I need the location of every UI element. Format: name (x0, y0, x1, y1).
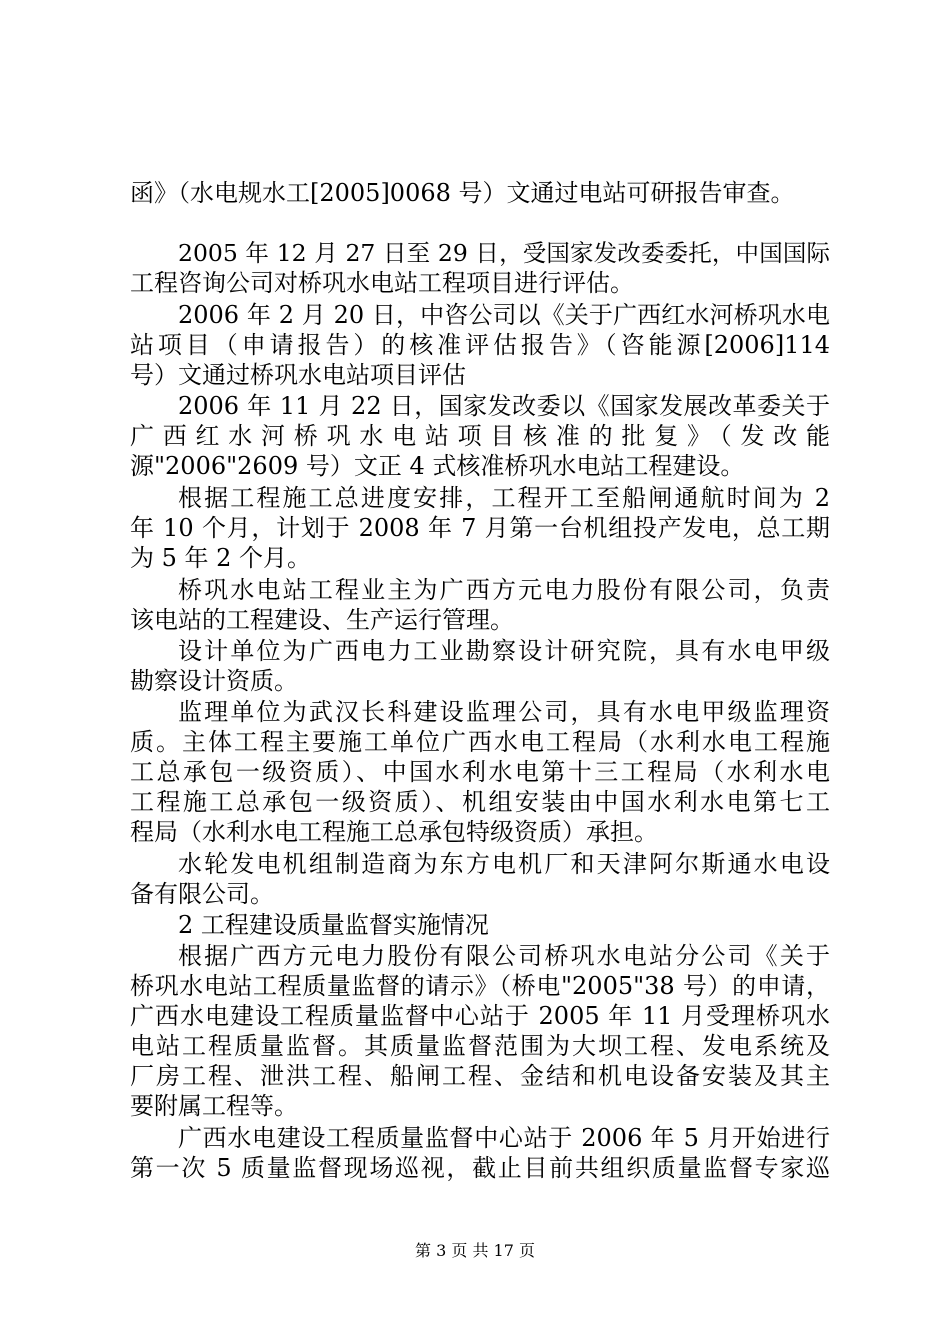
body-line: 源"2006"2609 号）文正 4 式核准桥巩水电站工程建设。 (130, 452, 745, 480)
body-line: 设计单位为广西电力工业勘察设计研究院，具有水电甲级 (178, 637, 830, 665)
body-line: 电站工程质量监督。其质量监督范围为大坝工程、发电系统及 (130, 1032, 830, 1060)
body-line: 广西红水河桥巩水电站项目核准的批复》（发改能 (130, 422, 830, 450)
body-line: 第一次 5 质量监督现场巡视，截止目前共组织质量监督专家巡 (130, 1154, 830, 1182)
section-heading: 2 工程建设质量监督实施情况 (178, 911, 489, 939)
body-line: 勘察设计资质。 (130, 667, 298, 695)
body-line: 根据工程施工总进度安排，工程开工至船闸通航时间为 2 (178, 484, 830, 512)
body-line: 工总承包一级资质）、中国水利水电第十三工程局（水利水电 (130, 758, 830, 786)
body-line: 年 10 个月，计划于 2008 年 7 月第一台机组投产发电，总工期 (130, 514, 830, 542)
body-line: 工程咨询公司对桥巩水电站工程项目进行评估。 (130, 269, 634, 297)
body-line: 水轮发电机组制造商为东方电机厂和天津阿尔斯通水电设 (178, 850, 830, 878)
body-line: 程局（水利水电工程施工总承包特级资质）承担。 (130, 818, 658, 846)
body-line: 监理单位为武汉长科建设监理公司，具有水电甲级监理资 (178, 698, 830, 726)
body-line: 广西水电建设工程质量监督中心站于 2005 年 11 月受理桥巩水 (130, 1002, 830, 1030)
body-line: 2006 年 2 月 20 日，中咨公司以《关于广西红水河桥巩水电 (178, 301, 830, 329)
body-line: 质。主体工程主要施工单位广西水电工程局（水利水电工程施 (130, 728, 830, 756)
body-line: 2006 年 11 月 22 日，国家发改委以《国家发展改革委关于 (178, 392, 830, 420)
body-line: 号）文通过桥巩水电站项目评估 (130, 361, 466, 389)
body-line: 2005 年 12 月 27 日至 29 日，受国家发改委委托，中国国际 (178, 239, 830, 267)
body-line: 广西水电建设工程质量监督中心站于 2006 年 5 月开始进行 (178, 1124, 830, 1152)
body-line: 桥巩水电站工程质量监督的请示》（桥电"2005"38 号）的申请， (130, 972, 830, 1000)
body-line: 该电站的工程建设、生产运行管理。 (130, 606, 514, 634)
body-line: 站项目（申请报告）的核准评估报告》（咨能源[2006]114 (130, 331, 830, 359)
page-number-footer: 第 3 页 共 17 页 (415, 1241, 535, 1260)
body-line: 为 5 年 2 个月。 (130, 544, 312, 572)
body-line: 工程施工总承包一级资质）、机组安装由中国水利水电第七工 (130, 788, 830, 816)
body-line: 根据广西方元电力股份有限公司桥巩水电站分公司《关于 (178, 942, 830, 970)
body-line: 桥巩水电站工程业主为广西方元电力股份有限公司，负责 (178, 576, 830, 604)
body-line: 函》（水电规水工[2005]0068 号）文通过电站可研报告审查。 (130, 179, 795, 207)
body-line: 要附属工程等。 (130, 1092, 298, 1120)
body-line: 备有限公司。 (130, 880, 274, 908)
body-line: 厂房工程、泄洪工程、船闸工程、金结和机电设备安装及其主 (130, 1062, 830, 1090)
